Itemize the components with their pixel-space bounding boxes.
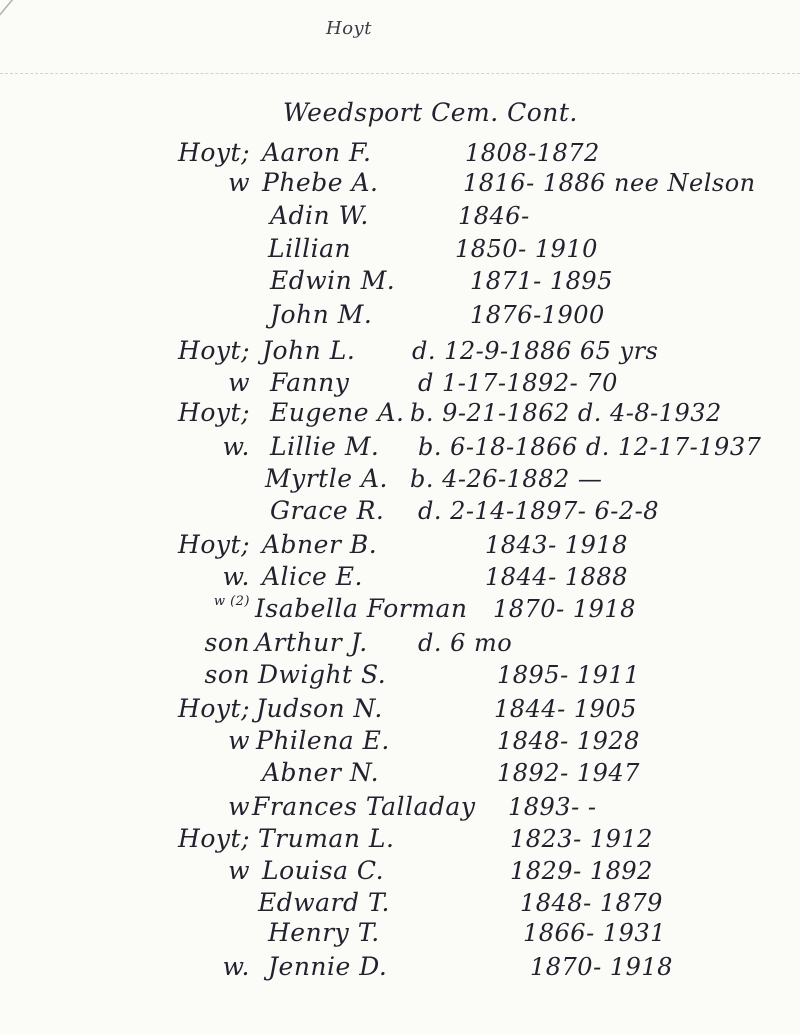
entry-name: Eugene A. bbox=[270, 398, 405, 427]
entry-relation: Hoyt; bbox=[178, 694, 250, 723]
entry-relation: w bbox=[228, 368, 250, 397]
entry-name: Lillian bbox=[268, 234, 352, 263]
entry-name: Judson N. bbox=[256, 694, 383, 723]
entry-name: Edwin M. bbox=[270, 266, 396, 295]
entry-name: Philena E. bbox=[256, 726, 390, 755]
entry-relation: Hoyt; bbox=[178, 530, 250, 559]
entry-dates: 1823- 1912 bbox=[510, 825, 653, 853]
entry-name: Adin W. bbox=[270, 201, 369, 230]
entry-name: Truman L. bbox=[258, 824, 395, 853]
entry-name: Henry T. bbox=[268, 918, 380, 947]
entry-name: Myrtle A. bbox=[265, 464, 388, 493]
entry-name: Isabella Forman bbox=[255, 594, 468, 623]
entry-dates: d. 12-9-1886 65 yrs bbox=[412, 337, 659, 365]
entry-name: Frances Talladay bbox=[252, 792, 476, 821]
entry-relation: w. bbox=[222, 432, 250, 461]
entry-relation: w. bbox=[222, 952, 250, 981]
entry-name: Alice E. bbox=[262, 562, 363, 591]
entry-dates: b. 9-21-1862 d. 4-8-1932 bbox=[410, 399, 722, 427]
entry-dates: 1848- 1879 bbox=[520, 889, 663, 917]
entry-relation: Hoyt; bbox=[178, 336, 250, 365]
entry-relation: Hoyt; bbox=[178, 138, 250, 167]
staple-mark bbox=[0, 0, 39, 22]
entry-name: Fanny bbox=[270, 368, 350, 397]
entry-dates: 1850- 1910 bbox=[455, 235, 598, 263]
entry-dates: 1843- 1918 bbox=[485, 531, 628, 559]
entry-dates: 1866- 1931 bbox=[523, 919, 666, 947]
entry-dates: 1876-1900 bbox=[470, 301, 605, 329]
entry-relation: w. bbox=[222, 562, 250, 591]
entry-relation: w bbox=[228, 168, 250, 197]
entry-dates: 1808-1872 bbox=[465, 139, 600, 167]
entry-relation: w bbox=[228, 726, 250, 755]
entry-dates: b. 4-26-1882 — bbox=[410, 465, 603, 493]
page-label: Hoyt bbox=[326, 18, 372, 39]
fold-line bbox=[0, 73, 800, 74]
entry-dates: 1848- 1928 bbox=[497, 727, 640, 755]
entry-name: Aaron F. bbox=[262, 138, 372, 167]
entry-name: Abner N. bbox=[262, 758, 380, 787]
entry-dates: b. 6-18-1866 d. 12-17-1937 bbox=[418, 433, 762, 461]
entry-relation: Hoyt; bbox=[178, 824, 250, 853]
entry-dates: d 1-17-1892- 70 bbox=[418, 369, 618, 397]
entry-name: Lillie M. bbox=[270, 432, 380, 461]
entry-dates: 1895- 1911 bbox=[497, 661, 640, 689]
entry-dates: 1829- 1892 bbox=[510, 857, 653, 885]
entry-name: Abner B. bbox=[262, 530, 378, 559]
entry-dates: 1844- 1888 bbox=[485, 563, 628, 591]
entry-dates: 1893- - bbox=[508, 793, 597, 821]
entry-dates: 1846- bbox=[458, 202, 530, 230]
entry-dates: 1892- 1947 bbox=[497, 759, 640, 787]
entry-relation: son bbox=[204, 660, 250, 689]
entry-dates: 1816- 1886 nee Nelson bbox=[463, 169, 756, 197]
entry-relation: w (2) bbox=[213, 594, 250, 609]
page-heading: Weedsport Cem. Cont. bbox=[283, 98, 578, 127]
entry-relation: son bbox=[204, 628, 250, 657]
entry-dates: 1871- 1895 bbox=[470, 267, 613, 295]
entry-name: John L. bbox=[262, 336, 356, 365]
entry-name: Arthur J. bbox=[255, 628, 368, 657]
entry-name: Phebe A. bbox=[262, 168, 379, 197]
entry-relation: Hoyt; bbox=[178, 398, 250, 427]
entry-dates: 1870- 1918 bbox=[493, 595, 636, 623]
entry-name: Louisa C. bbox=[262, 856, 385, 885]
entry-dates: 1870- 1918 bbox=[530, 953, 673, 981]
entry-relation: w bbox=[228, 792, 250, 821]
entry-relation: w bbox=[228, 856, 250, 885]
entry-dates: 1844- 1905 bbox=[494, 695, 637, 723]
entry-dates: d. 6 mo bbox=[418, 629, 513, 657]
entry-dates: d. 2-14-1897- 6-2-8 bbox=[418, 497, 659, 525]
entry-name: Dwight S. bbox=[258, 660, 387, 689]
entry-name: Grace R. bbox=[270, 496, 385, 525]
entry-name: Jennie D. bbox=[268, 952, 388, 981]
entry-name: Edward T. bbox=[258, 888, 390, 917]
entry-name: John M. bbox=[270, 300, 373, 329]
